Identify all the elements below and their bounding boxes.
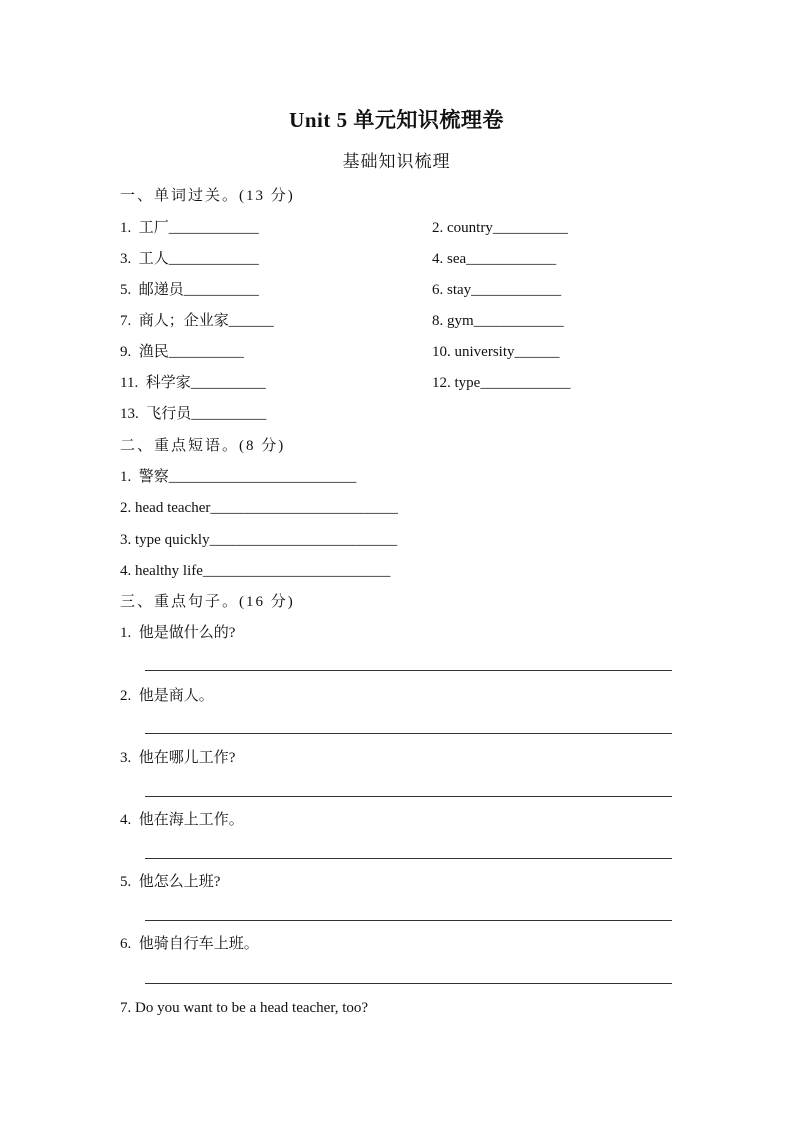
sentence-item: 5. 他怎么上班? bbox=[120, 874, 221, 890]
phrase-item: 3. type quickly_________________________ bbox=[120, 532, 398, 548]
answer-line[interactable] bbox=[145, 670, 672, 671]
word-item: 11. 科学家__________ bbox=[120, 375, 266, 391]
word-item: 7. 商人；企业家______ bbox=[120, 313, 274, 329]
sentence-item: 4. 他在海上工作。 bbox=[120, 812, 244, 828]
page-subtitle: 基础知识梳理 bbox=[342, 152, 451, 171]
phrase-item: 2. head teacher_________________________ bbox=[120, 500, 398, 516]
phrase-item: 4. healthy life_________________________ bbox=[120, 563, 391, 579]
page-title: Unit 5 单元知识梳理卷 bbox=[289, 108, 504, 132]
sentence-item: 1. 他是做什么的? bbox=[120, 625, 236, 641]
section2-heading: 二、重点短语。(8 分) bbox=[120, 438, 286, 454]
sentence-item: 7. Do you want to be a head teacher, too? bbox=[120, 1000, 369, 1016]
word-item: 8. gym____________ bbox=[432, 313, 564, 329]
phrase-item: 1. 警察_________________________ bbox=[120, 469, 357, 485]
word-item: 4. sea____________ bbox=[432, 251, 557, 267]
section3-heading: 三、重点句子。(16 分) bbox=[120, 594, 295, 610]
answer-line[interactable] bbox=[145, 983, 672, 984]
word-item: 5. 邮递员__________ bbox=[120, 282, 259, 298]
answer-line[interactable] bbox=[145, 733, 672, 734]
sentence-item: 6. 他骑自行车上班。 bbox=[120, 936, 259, 952]
word-item: 3. 工人____________ bbox=[120, 251, 259, 267]
word-item: 2. country__________ bbox=[432, 220, 568, 236]
sentence-item: 3. 他在哪儿工作? bbox=[120, 750, 236, 766]
word-item: 13. 飞行员__________ bbox=[120, 406, 267, 422]
answer-line[interactable] bbox=[145, 920, 672, 921]
word-item: 1. 工厂____________ bbox=[120, 220, 259, 236]
word-item: 6. stay____________ bbox=[432, 282, 562, 298]
answer-line[interactable] bbox=[145, 858, 672, 859]
word-item: 9. 渔民__________ bbox=[120, 344, 244, 360]
section1-heading: 一、单词过关。(13 分) bbox=[120, 188, 295, 204]
word-item: 12. type____________ bbox=[432, 375, 571, 391]
word-item: 10. university______ bbox=[432, 344, 560, 360]
answer-line[interactable] bbox=[145, 796, 672, 797]
sentence-item: 2. 他是商人。 bbox=[120, 688, 214, 704]
